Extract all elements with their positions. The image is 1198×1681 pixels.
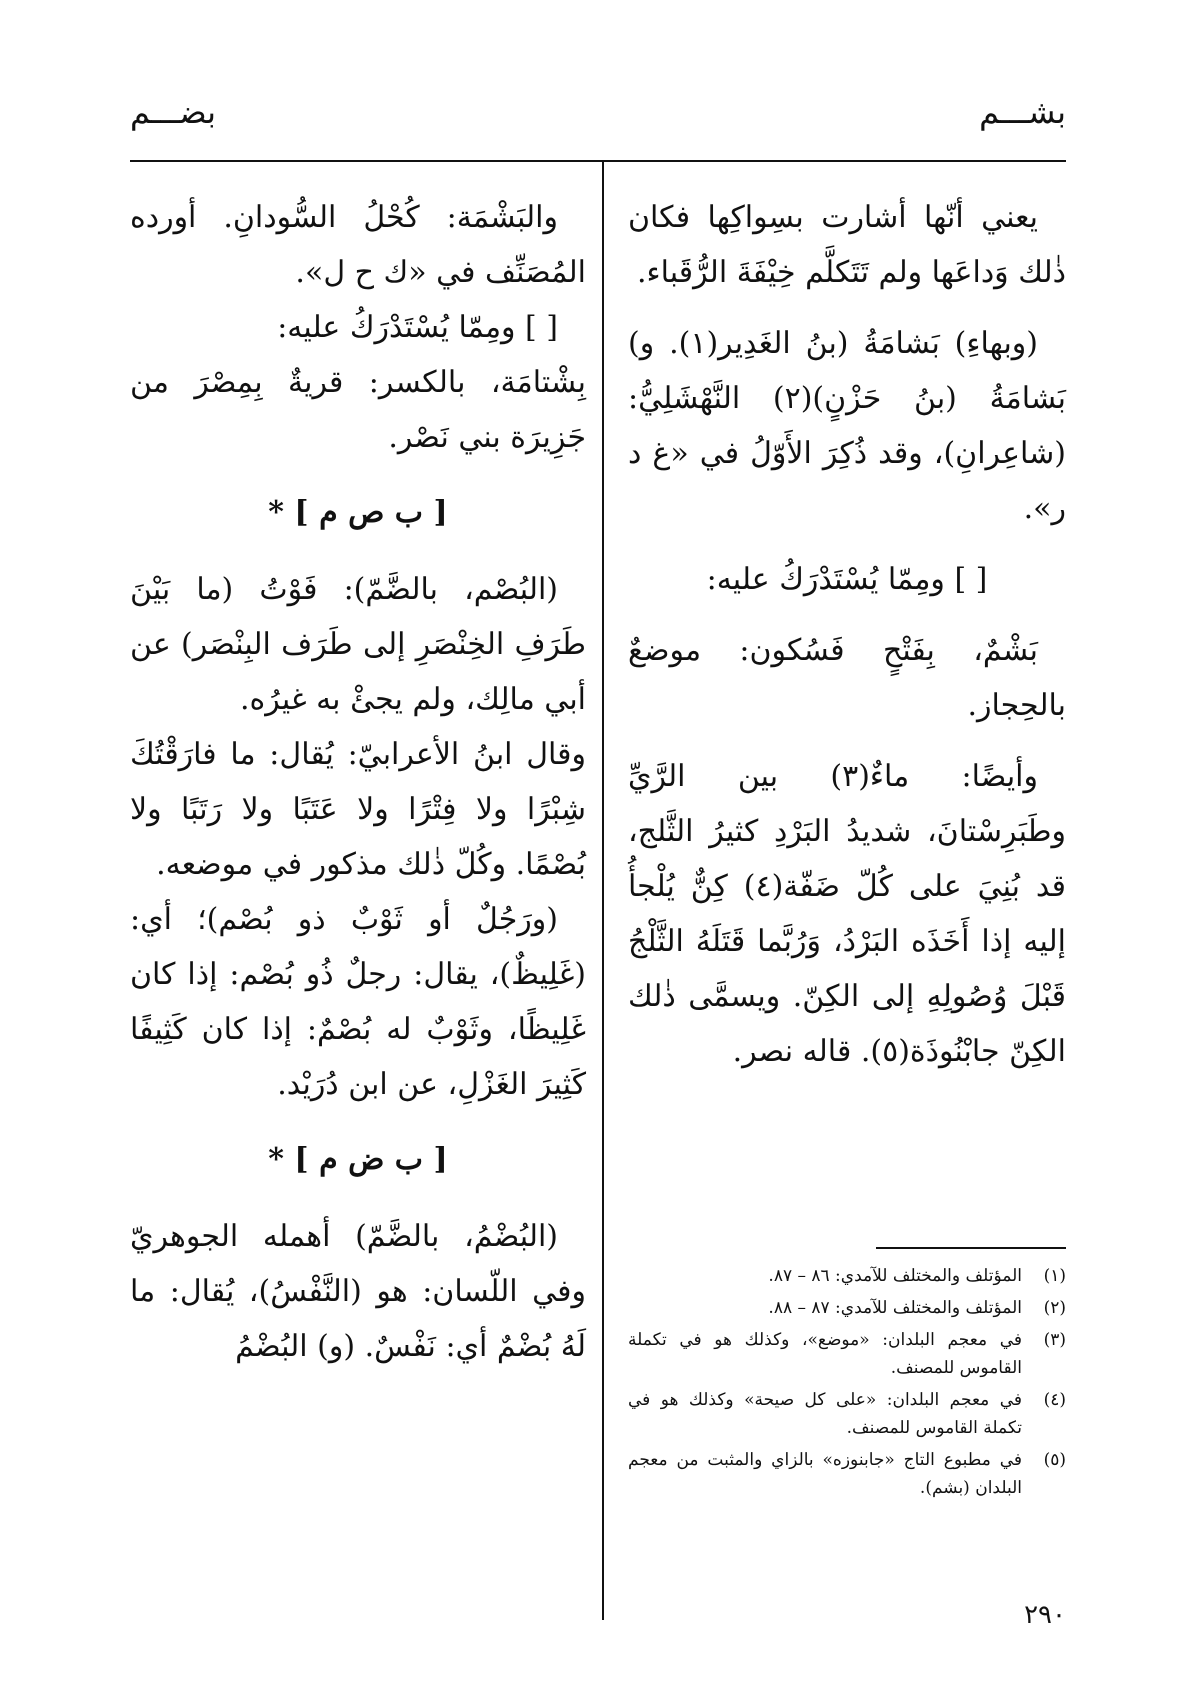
mustadrak-line: [ ] ومِمّا يُسْتَدْرَكُ عليه: [706, 562, 988, 597]
footnote-number: (٥) [1043, 1450, 1066, 1470]
footnote-text: في مطبوع التاج «جابنوزه» بالزاي والمثبت من معجم البلدان (بشم). [628, 1450, 1022, 1498]
footnote-text: المؤتلف والمختلف للآمدي: ٨٦ – ٨٧. [768, 1266, 1022, 1286]
footnote-text: في معجم البلدان: «على كل صيحة» وكذلك هو في تكملة القاموس للمصنف. [628, 1390, 1022, 1438]
footnote-number: (١) [1043, 1266, 1066, 1286]
paragraph: (وبهاءِ) بَشامَةُ (بنُ الغَدِير(١). و) بَشامَةُ (بنُ حَزْنٍ)(٢) النَّهْشَلِيُّ: (شاعِرانِ)، وقد ذُكِرَ الأَوّلُ في «غ د ر». [628, 326, 1066, 526]
footnote [628, 1386, 1066, 1442]
footnote [628, 1294, 1066, 1322]
paragraph: وقال ابنُ الأعرابيّ: يُقال: ما فارَقْتُكَ شِبْرًا ولا فِتْرًا ولا عَتَبًا ولا رَتَبًا ولا بُصْمًا. وكُلّ ذٰلك مذكور في موضعه. [130, 737, 586, 882]
footnote-text: المؤتلف والمختلف للآمدي: ٨٧ – ٨٨. [768, 1298, 1022, 1318]
paragraph: بَشْمٌ، بِفَتْحٍ فَسُكون: موضعٌ بالحِجاز. [628, 633, 1066, 723]
running-head-left: بضـــم [130, 93, 217, 131]
paragraph: (ورَجُلٌ أو ثَوْبٌ ذو بُصْم)؛ أي: (غَلِيظٌ)، يقال: رجلٌ ذُو بُصْم: إذا كان غَلِيظًا، وثَوْبٌ له بُصْمٌ: إذا كان كَثِيفًا كَثِيرَ الغَزْلِ، عن ابن دُرَيْد. [130, 902, 586, 1102]
paragraph: (البُصْم، بالضَّمّ): فَوْتُ (ما بَيْنَ طَرَفِ الخِنْصَرِ إلى طَرَف البِنْصَر) عن أبي مالِك، ولم يجئْ به غيرُه. [130, 572, 586, 717]
running-head-right: بشـــم [979, 93, 1066, 131]
left-column [130, 190, 586, 1374]
header-rule [130, 160, 1066, 162]
footnote-number: (٣) [1043, 1330, 1066, 1350]
footnote [628, 1446, 1066, 1502]
paragraph: والبَشْمَة: كُحْلُ السُّودانِ. أورده المُصَنِّف في «ك ح ل». [130, 200, 586, 290]
mustadrak-line: [ ] ومِمّا يُسْتَدْرَكُ عليه: [277, 310, 558, 345]
footnote-rule [876, 1247, 1066, 1249]
column-divider [602, 162, 604, 1620]
paragraph: يعني أنّها أشارت بسِواكِها فكان ذٰلك وَداعَها ولم تَتَكلَّم خِيْفَةَ الرُّقَباء. [628, 200, 1066, 290]
footnote-text: في معجم البلدان: «موضع»، وكذلك هو في تكملة القاموس للمصنف. [628, 1330, 1022, 1378]
entry-heading-bsm: [ ب ص م ] * [268, 495, 448, 530]
footnote [628, 1262, 1066, 1290]
paragraph: وأيضًا: ماءٌ(٣) بين الرَّيِّ وطَبَرِسْتانَ، شديدُ البَرْدِ كثيرُ الثَّلج، قد بُنِيَ على كُلّ ضَفّة(٤) كِنٌّ يُلْجأُ إليه إذا أَخَذَه البَرْدُ، وَرُبَّما قَتَلَهُ الثَّلْجُ قَبْلَ وُصُولِهِ إلى الكِنّ. ويسمَّى ذٰلك الكِنّ جابْنُوذَة(٥). قاله نصر. [628, 759, 1067, 1069]
footnote-number: (٤) [1043, 1390, 1066, 1410]
entry-heading-bdm: [ ب ض م ] * [268, 1142, 448, 1177]
footnote [628, 1326, 1066, 1382]
right-column [628, 190, 1066, 1079]
footnotes [628, 1262, 1066, 1506]
page-number: ٢٩٠ [1024, 1600, 1066, 1630]
footnote-number: (٢) [1043, 1298, 1066, 1318]
paragraph: (البُضْمُ، بالضَّمّ) أهمله الجوهريّ وفي اللّسان: هو (النَّفْسُ)، يُقال: ما لَهُ بُضْمٌ أي: نَفْسٌ. (و) البُضْمُ [130, 1219, 586, 1364]
paragraph: بِشْتامَة، بالكسر: قريةٌ بِمِصْرَ من جَزِيرَة بني نَصْر. [130, 365, 586, 455]
